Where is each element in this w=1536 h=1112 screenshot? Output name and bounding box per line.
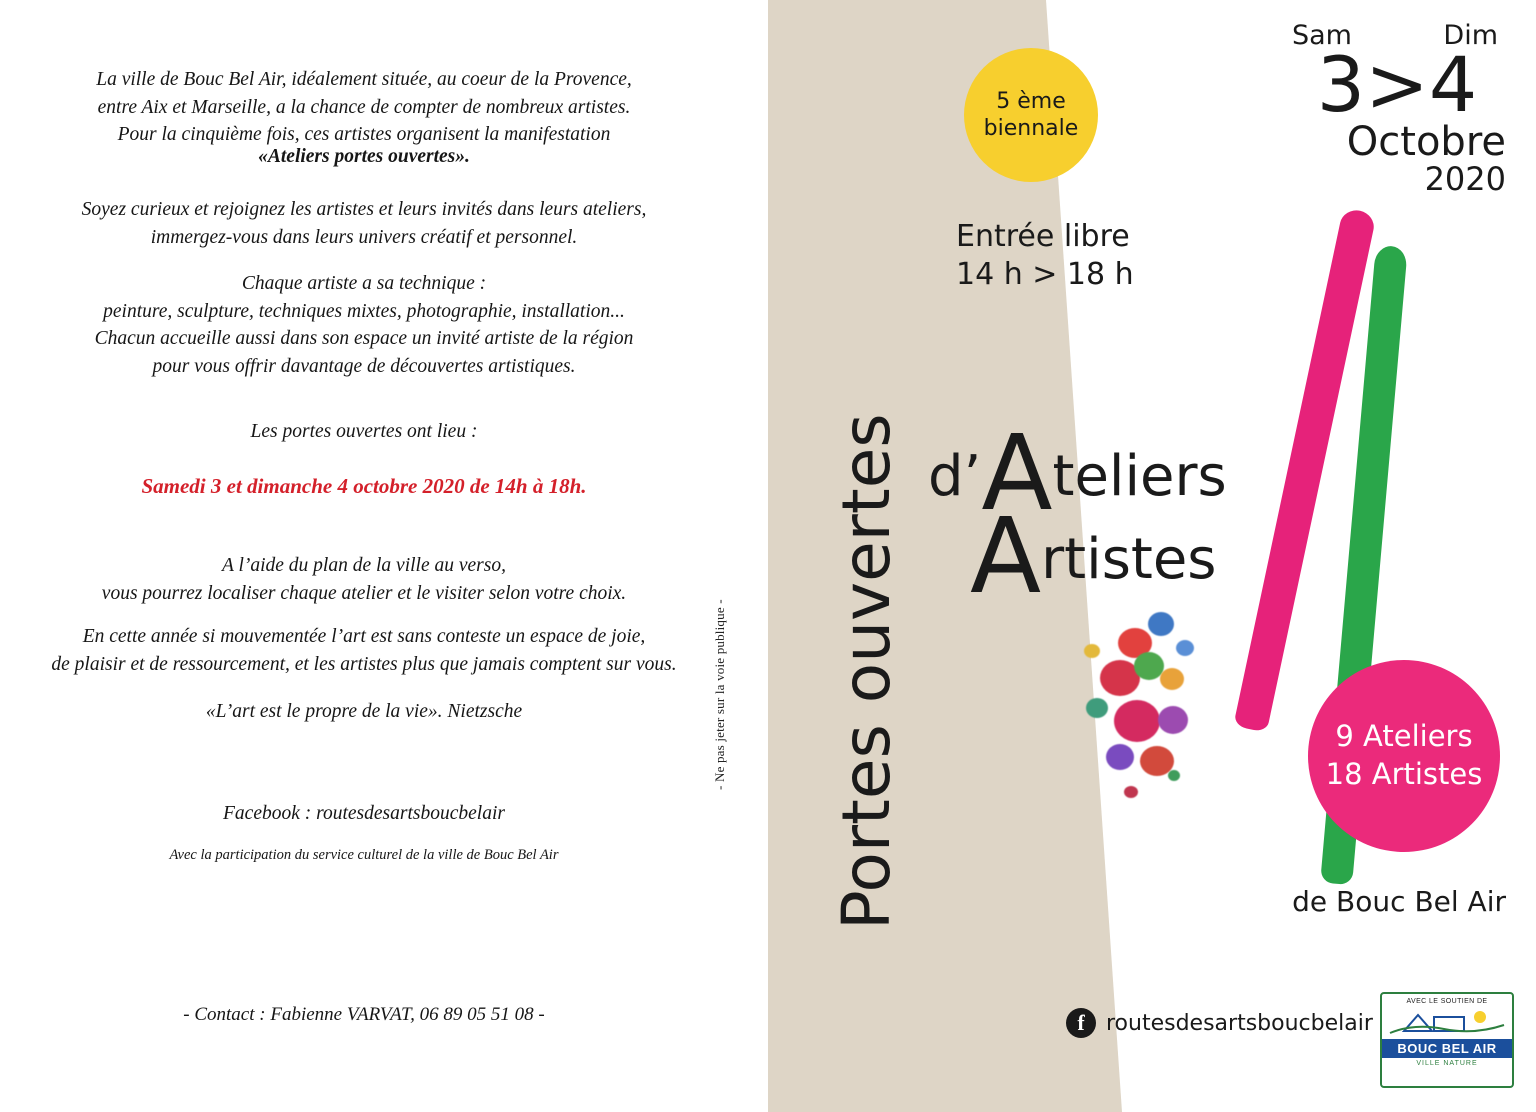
cover-main-title xyxy=(928,412,1227,618)
cover-title-initial-a2: A xyxy=(970,495,1042,618)
legal-vertical-note: - Ne pas jeter sur la voie publique - xyxy=(712,599,727,790)
splatter-teal-1 xyxy=(1086,698,1108,718)
paragraph-intro: La ville de Bouc Bel Air, idéalement située, au coeur de la Provence, entre Aix et Marseille, a la chance de compter de nombreux artistes. Pour la cinquième fois, ces artistes organisent la manifestation xyxy=(96,69,632,146)
date-range-numbers: 3>4 xyxy=(1316,40,1478,129)
paragraph-dates-highlight: Samedi 3 et dimanche 4 octobre 2020 de 14h à 18h. xyxy=(141,474,587,498)
paragraph-facebook: Facebook : routesdesartsboucbelair xyxy=(223,803,505,824)
paragraph-event-name: «Ateliers portes ouvertes». xyxy=(258,146,470,167)
paragraph-invite: Soyez curieux et rejoignez les artistes et leurs invités dans leurs ateliers, immergez-vous dans leurs univers créatif et personnel. xyxy=(81,199,647,248)
date-block xyxy=(1282,22,1512,196)
paragraph-contact: - Contact : Fabienne VARVAT, 06 89 05 51 08 - xyxy=(183,1004,545,1025)
splatter-orange-1 xyxy=(1160,668,1184,690)
sponsor-name: BOUC BEL AIR xyxy=(1382,1039,1512,1058)
cover-panel xyxy=(768,0,1536,1112)
cover-vertical-title: Portes ouvertes xyxy=(828,413,905,930)
biennale-badge xyxy=(964,48,1098,182)
counts-ateliers: 9 Ateliers xyxy=(1335,719,1473,754)
paragraph-year-message: En cette année si mouvementée l’art est sans conteste un espace de joie, de plaisir et de ressourcement, et les artistes plus que jamais comptent sur vous. xyxy=(51,626,677,675)
sponsor-graphic-icon xyxy=(1384,1005,1510,1039)
paragraph-techniques: Chaque artiste a sa technique : peinture, sculpture, techniques mixtes, photographie, installation... Chacun accueille aussi dans son espace un invité artiste de la région pour vous offrir davantage de découvertes artistiques. xyxy=(94,273,634,378)
cover-title-line-2 xyxy=(970,495,1227,618)
entry-info xyxy=(956,218,1134,295)
counts-artistes: 18 Artistes xyxy=(1325,757,1483,791)
date-month: Octobre xyxy=(1346,118,1506,165)
cover-title-prefix: d’ xyxy=(928,444,982,509)
splatter-purple-1 xyxy=(1158,706,1188,734)
date-year: 2020 xyxy=(1424,159,1506,198)
paragraph-participation: Avec la participation du service culturel de la ville de Bouc Bel Air xyxy=(169,847,559,863)
splatter-red-4 xyxy=(1124,786,1138,798)
splatter-yellow-1 xyxy=(1084,644,1100,658)
cover-title-word2-rest: rtistes xyxy=(1041,527,1217,593)
sponsor-subtitle: VILLE NATURE xyxy=(1416,1060,1478,1067)
cover-title-word1-rest: teliers xyxy=(1052,444,1227,509)
counts-badge xyxy=(1308,660,1500,852)
entry-free-label: Entrée libre xyxy=(956,219,1130,254)
paragraph-map: A l’aide du plan de la ville au verso, vous pourrez localiser chaque atelier et le visiter selon votre choix. xyxy=(101,555,627,604)
paragraph-when-label: Les portes ouvertes ont lieu : xyxy=(250,421,478,442)
sponsor-logo xyxy=(1380,992,1514,1088)
facebook-handle[interactable]: routesdesartsboucbelair xyxy=(1106,1010,1373,1036)
facebook-icon[interactable]: f xyxy=(1066,1008,1096,1038)
biennale-badge-line1: 5 ème xyxy=(996,88,1066,114)
splatter-blue-2 xyxy=(1176,640,1194,656)
cover-title-initial-a1: A xyxy=(981,412,1053,534)
splatter-green-2 xyxy=(1168,770,1180,781)
entry-hours: 14 h > 18 h xyxy=(956,257,1134,293)
sponsor-top-label: AVEC LE SOUTIEN DE xyxy=(1406,998,1488,1005)
city-label: de Bouc Bel Air xyxy=(1292,885,1506,918)
biennale-badge-line2: biennale xyxy=(983,116,1079,141)
splatter-pink-1 xyxy=(1114,700,1160,742)
splatter-purple-2 xyxy=(1106,744,1134,770)
date-day-label-sunday: Dim xyxy=(1443,20,1498,51)
splatter-blue-1 xyxy=(1148,612,1174,636)
facebook-link[interactable] xyxy=(1066,1008,1373,1038)
paragraph-quote: «L’art est le propre de la vie». Nietzsche xyxy=(205,701,523,722)
sponsor-artwork xyxy=(1382,1005,1512,1039)
date-day-label-saturday: Sam xyxy=(1292,20,1352,51)
